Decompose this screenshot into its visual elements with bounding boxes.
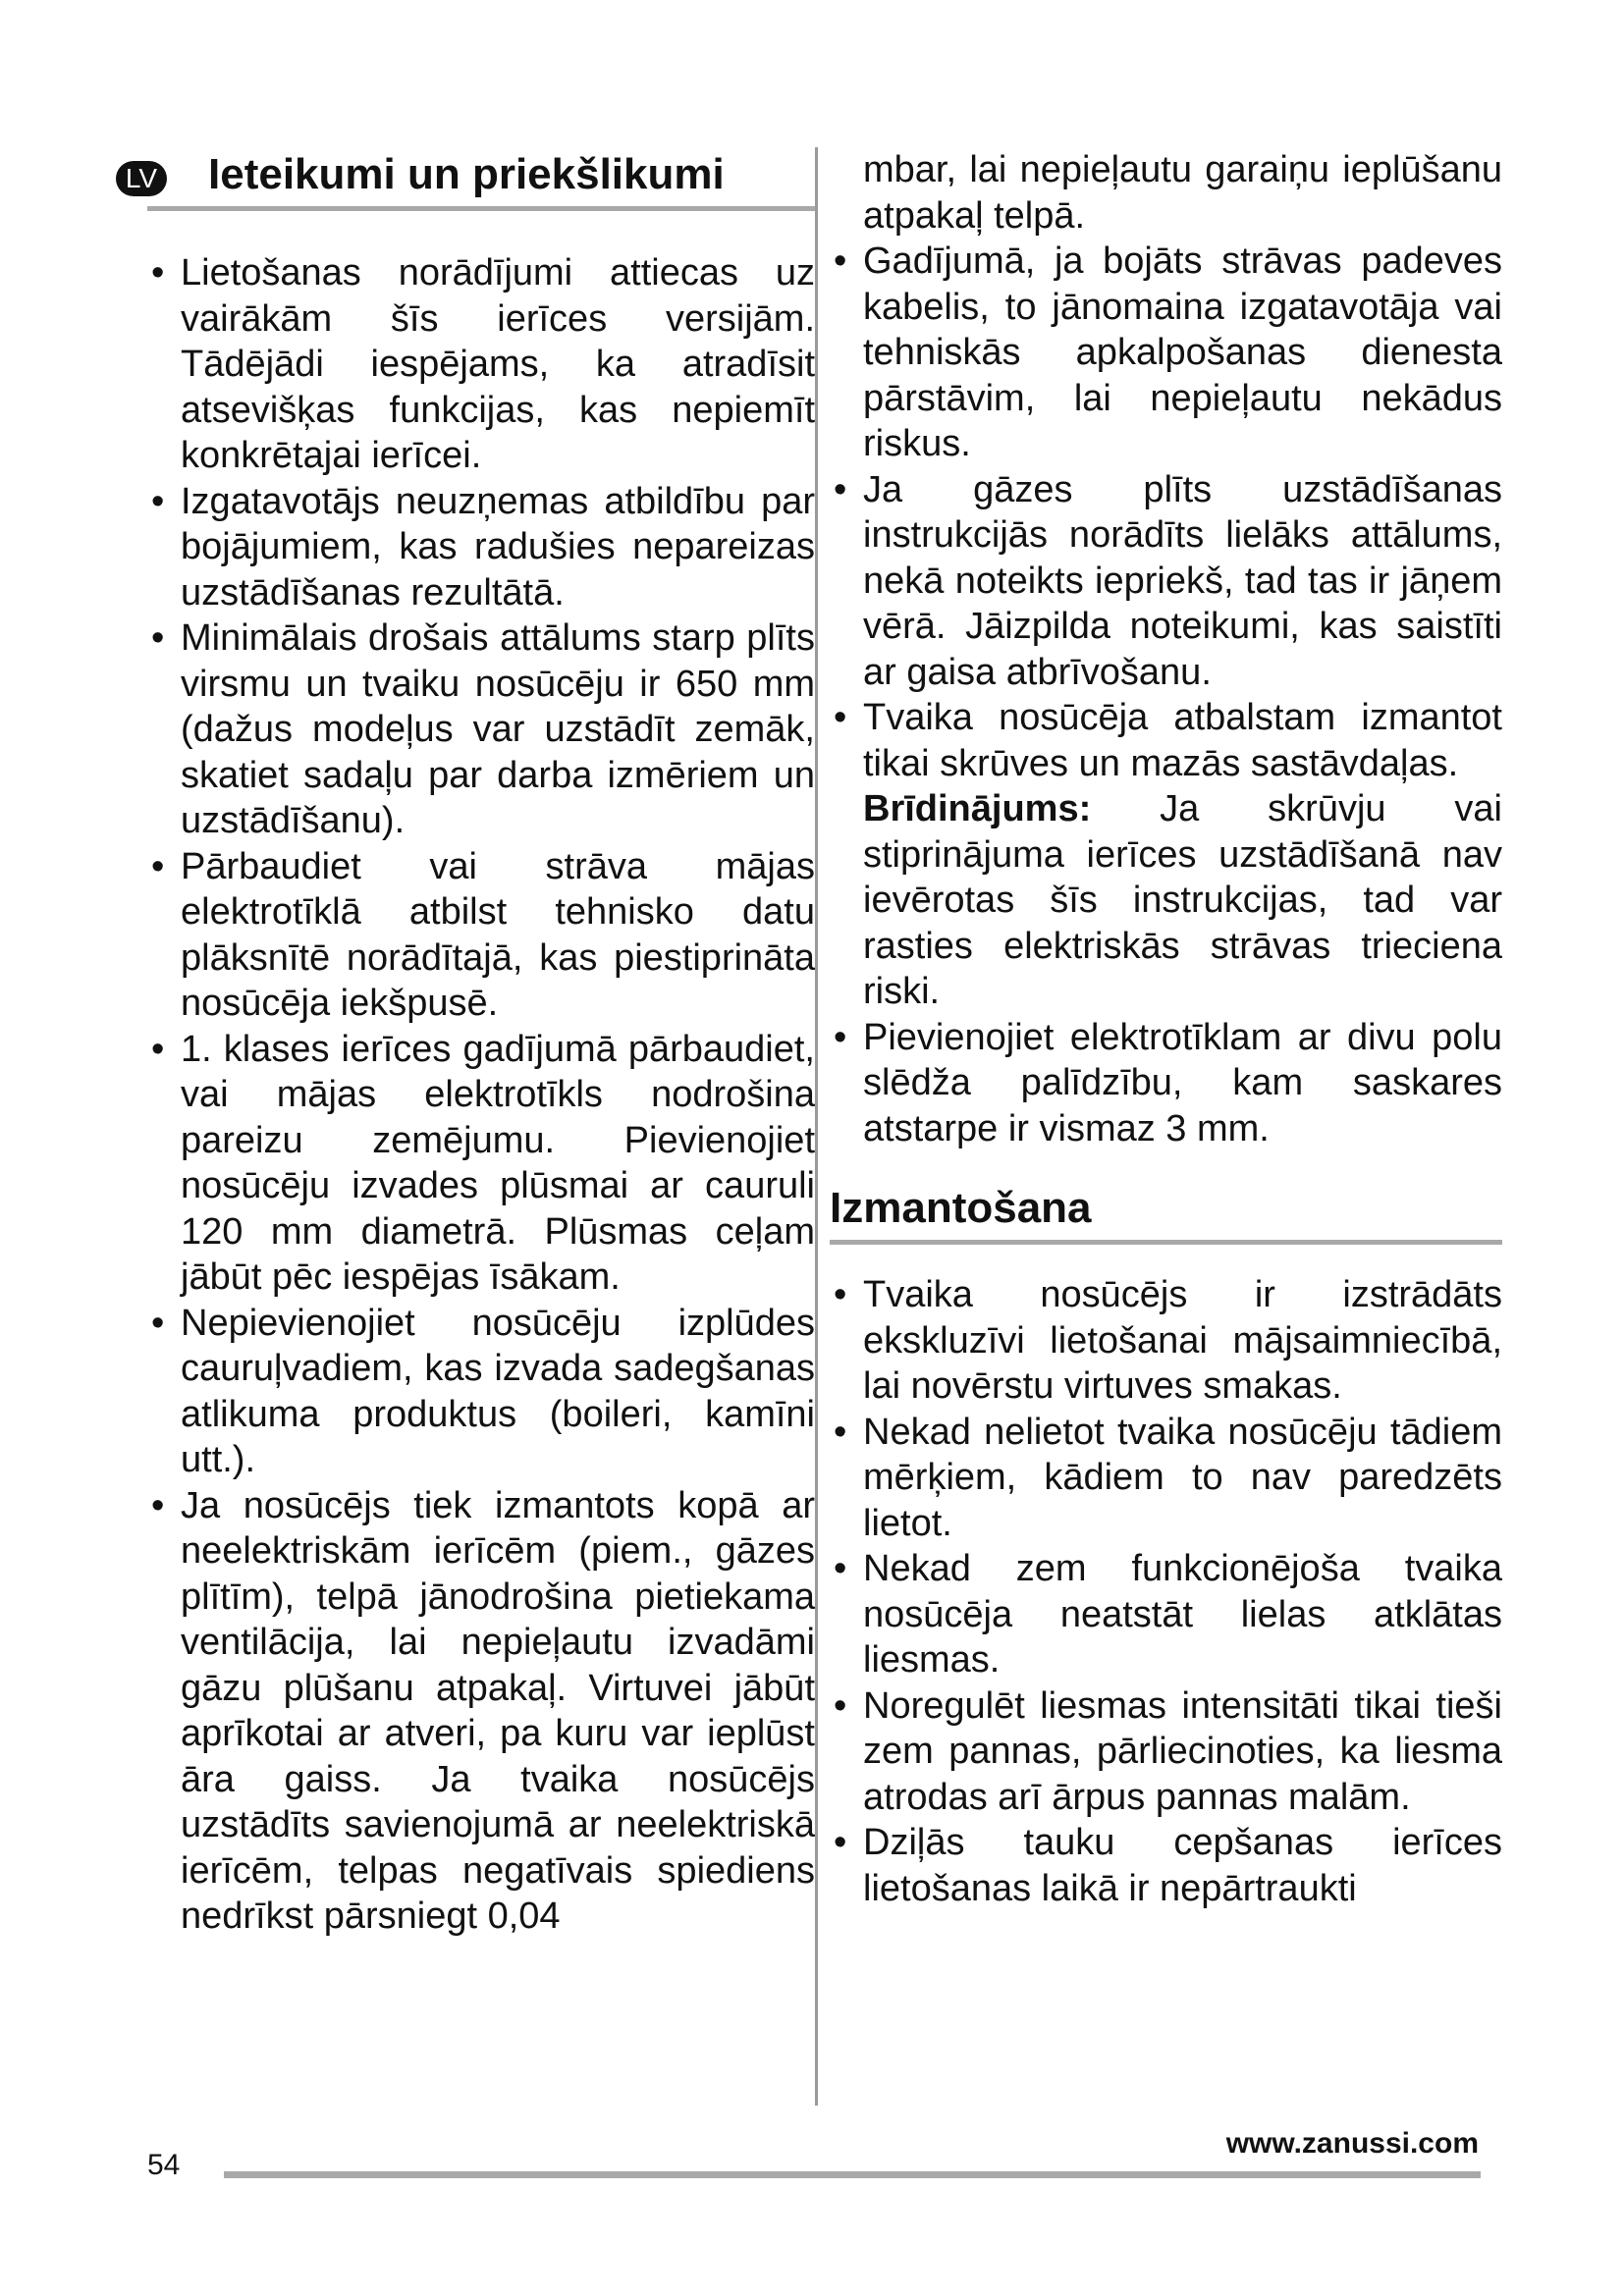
bullet-icon: •	[834, 697, 847, 738]
bullet-icon: •	[834, 1274, 847, 1315]
bullet-icon: •	[151, 1028, 165, 1070]
list-item	[147, 479, 815, 616]
left-column	[125, 147, 815, 1940]
bullet-icon: •	[151, 617, 165, 659]
recommendations-list	[147, 250, 815, 1940]
footer-rule	[224, 2171, 1481, 2178]
bullet-icon: •	[151, 845, 165, 887]
list-item-text: Ja gāzes plīts uzstādīšanas instrukcijās norādīts lielāks attālums, nekā noteikts iepriekš, tad tas ir jāņem vērā. Jāizpilda noteikumi, kas saistīti ar gaisa atbrīvošanu.	[863, 468, 1502, 693]
column-divider	[815, 147, 818, 2106]
usage-list	[830, 1272, 1502, 1911]
list-item-text: Tvaika nosūcējs ir izstrādāts ekskluzīvi lietošanai mājsaimniecībā, lai novērstu virtuves smakas.	[863, 1274, 1502, 1407]
list-item	[147, 250, 815, 479]
list-item-text: Tvaika nosūcēja atbalstam izmantot tikai skrūves un mazās sastāvdaļas.	[863, 697, 1502, 784]
list-item-text: Minimālais drošais attālums starp plīts virsmu un tvaiku nosūcēju ir 650 mm (dažus modeļus var uzstādīt zemāk, skatiet sadaļu par darba izmēriem un uzstādīšanu).	[181, 617, 815, 841]
bullet-icon: •	[834, 1684, 847, 1727]
bullet-icon: •	[834, 1016, 847, 1058]
bullet-icon: •	[151, 252, 165, 294]
section-header-recommendations	[125, 147, 815, 211]
list-item	[147, 1027, 815, 1301]
right-column	[830, 147, 1502, 1911]
recommendations-list-continued	[830, 239, 1502, 1151]
list-item	[830, 1015, 1502, 1152]
warning-title: Brīdinājums:	[863, 788, 1092, 829]
section-heading-recommendations: Ieteikumi un priekšlikumi	[208, 150, 725, 198]
list-item	[830, 467, 1502, 696]
bullet-icon: •	[834, 468, 847, 510]
bullet-icon: •	[151, 1484, 165, 1526]
list-item	[830, 1272, 1502, 1410]
list-item-text: Nekad nelietot tvaika nosūcēju tādiem mērķiem, kādiem to nav paredzēts lietot.	[863, 1411, 1502, 1544]
section-header-usage	[830, 1181, 1502, 1245]
list-item-text: Nekad zem funkcionējoša tvaika nosūcēja neatstāt lielas atklātas liesmas.	[863, 1548, 1502, 1681]
language-badge: LV	[116, 161, 167, 196]
warning-note	[863, 786, 1502, 1015]
heading-rule	[147, 206, 815, 211]
bullet-icon: •	[834, 1548, 847, 1589]
list-item-text: Ja nosūcējs tiek izmantots kopā ar neelektriskām ierīcēm (piem., gāzes plītīm), telpā jānodrošina pietiekama ventilācija, lai nepieļautu izvadāmi gāzu plūšanu atpakaļ. Virtuvei jābūt aprīkotai ar atveri, pa kuru var ieplūst āra gaiss. Ja tvaika nosūcējs uzstādīts savienojumā ar neelektriskā ierīcēm, telpas negatīvais spiediens nedrīkst pārsniegt 0,04	[181, 1484, 815, 1937]
list-item-text: Dziļās tauku cepšanas ierīces lietošanas laikā ir nepārtraukti	[863, 1822, 1502, 1909]
bullet-icon: •	[151, 1302, 165, 1344]
list-item-text: Nepievienojiet nosūcēju izplūdes cauruļvadiem, kas izvada sadegšanas atlikuma produktus (boileri, kamīni utt.).	[181, 1302, 815, 1480]
list-item-text: 1. klases ierīces gadījumā pārbaudiet, vai mājas elektrotīkls nodrošina pareizu zemējumu. Pievienojiet nosūcēju izvades plūsmai ar cauruli 120 mm diametrā. Plūsmas ceļam jābūt pēc iespējas īsākam.	[181, 1028, 815, 1298]
website-link[interactable]: www.zanussi.com	[1225, 2127, 1479, 2160]
list-item	[830, 1410, 1502, 1547]
list-item-text: Gadījumā, ja bojāts strāvas padeves kabelis, to jānomaina izgatavotāja vai tehniskās apkalpošanas dienesta pārstāvim, lai nepieļautu nekādus riskus.	[863, 240, 1502, 464]
list-item	[830, 239, 1502, 467]
list-item	[147, 615, 815, 844]
list-item-text: Pārbaudiet vai strāva mājas elektrotīklā atbilst tehnisko datu plāksnītē norādītajā, kas piestiprināta nosūcēja iekšpusē.	[181, 845, 815, 1024]
list-item-text: Lietošanas norādījumi attiecas uz vairākām šīs ierīces versijām. Tādējādi iespējams, ka atradīsit atsevišķas funkcijas, kas nepiemīt konkrētajai ierīcei.	[181, 252, 815, 476]
bullet-icon: •	[834, 1822, 847, 1863]
section-heading-usage: Izmantošana	[830, 1184, 1092, 1232]
list-item	[830, 695, 1502, 1015]
list-item-text: Izgatavotājs neuzņemas atbildību par bojājumiem, kas radušies nepareizas uzstādīšanas rezultātā.	[181, 480, 815, 614]
warning-text: Ja skrūvju vai stiprinājuma ierīces uzstādīšanā nav ievērotas šīs instrukcijas, tad var rasties elektriskās strāvas trieciena riski.	[863, 788, 1502, 1012]
continued-text: mbar, lai nepieļautu garaiņu ieplūšanu atpakaļ telpā.	[863, 149, 1502, 237]
bullet-icon: •	[834, 1411, 847, 1453]
list-item	[147, 1301, 815, 1483]
list-item	[147, 844, 815, 1027]
list-item	[830, 1683, 1502, 1821]
bullet-icon: •	[834, 240, 847, 282]
bullet-icon: •	[151, 480, 165, 522]
heading-rule	[830, 1240, 1502, 1245]
list-item-text: Pievienojiet elektrotīklam ar divu polu slēdža palīdzību, kam saskares atstarpe ir vismaz 3 mm.	[863, 1016, 1502, 1149]
list-item-text: Noregulēt liesmas intensitāti tikai tieši zem pannas, pārliecinoties, ka liesma atrodas arī ārpus pannas malām.	[863, 1684, 1502, 1818]
list-item	[830, 1546, 1502, 1683]
list-item	[147, 1483, 815, 1940]
list-item	[830, 1820, 1502, 1911]
page-number: 54	[147, 2149, 181, 2181]
